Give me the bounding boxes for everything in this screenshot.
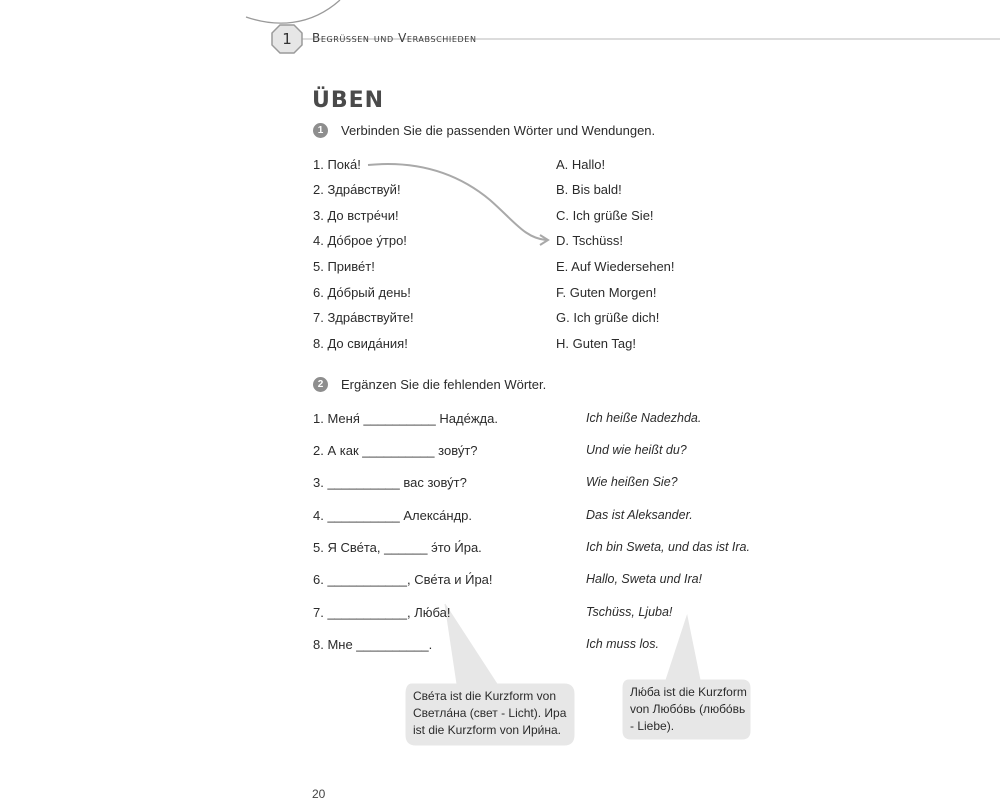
section-title: ÜBEN	[312, 88, 385, 113]
ex2-item-translation: Tschüss, Ljuba!	[586, 605, 673, 619]
ex2-item-text: 1. Меня́ __________ Наде́жда.	[313, 411, 498, 426]
exercise-2-badge: 2	[313, 377, 328, 392]
ex2-item-translation: Ich bin Sweta, und das ist Ira.	[586, 540, 750, 554]
exercise-1-badge: 1	[313, 123, 328, 138]
ex2-item-translation: Und wie heißt du?	[586, 443, 687, 457]
ex1-right-item: A. Hallo!	[556, 157, 606, 172]
match-arrow	[368, 164, 546, 240]
ex2-item-text: 3. __________ вас зову́т?	[313, 475, 467, 490]
ex2-item-text: 7. ___________, Лю́ба!	[313, 605, 451, 620]
ex2-item-text: 2. А как __________ зову́т?	[313, 443, 478, 458]
ex1-left-item: 2. Здра́вствуй!	[313, 182, 401, 197]
exercise-2-instruction: Ergänzen Sie die fehlenden Wörter.	[341, 377, 547, 392]
ex1-right-item: F. Guten Morgen!	[556, 285, 657, 300]
ex2-item-translation: Hallo, Sweta und Ira!	[586, 572, 703, 586]
exercise-1-instruction: Verbinden Sie die passenden Wörter und Wendungen.	[341, 123, 656, 138]
header-curve-decoration	[246, 0, 340, 23]
ex1-right-item: H. Guten Tag!	[556, 336, 636, 351]
ex1-right-item: C. Ich grüße Sie!	[556, 208, 654, 223]
ex1-right-item: G. Ich grüße dich!	[556, 310, 660, 325]
ex1-left-item: 3. До встре́чи!	[313, 208, 399, 223]
ex2-item-translation: Ich muss los.	[586, 637, 659, 651]
ex1-right-item: E. Auf Wiedersehen!	[556, 259, 675, 274]
chapter-number: 1	[282, 30, 292, 48]
note-text-1: Све́та ist die Kurzform von Светла́на (свет - Licht). Ира ist die Kurzform von Ири́на.	[413, 689, 567, 737]
ex2-item-translation: Das ist Aleksander.	[586, 508, 693, 522]
ex1-right-item: B. Bis bald!	[556, 182, 622, 197]
ex2-item-text: 5. Я Све́та, ______ э́то И́ра.	[313, 540, 482, 555]
ex2-item-text: 4. __________ Алекса́ндр.	[313, 508, 473, 523]
chapter-title: Begrüssen und Verabschieden	[312, 31, 477, 45]
ex1-left-item: 7. Здра́вствуйте!	[313, 310, 414, 325]
ex1-left-item: 5. Приве́т!	[313, 259, 375, 274]
ex1-left-item: 8. До свида́ния!	[313, 336, 408, 351]
ex1-left-item: 1. Пока́!	[313, 157, 361, 172]
ex2-item-text: 8. Мне __________.	[313, 637, 433, 652]
ex2-item-text: 6. ___________, Све́та и И́ра!	[313, 572, 493, 587]
ex1-right-item: D. Tschüss!	[556, 233, 623, 248]
ex2-item-translation: Wie heißen Sie?	[586, 475, 678, 489]
note-text-2: Лю́ба ist die Kurzform von Любо́вь (любо́вь - Liebe).	[630, 685, 747, 733]
page-number: 20	[312, 787, 326, 801]
ex1-left-item: 4. До́брое у́тро!	[313, 233, 407, 248]
ex1-left-item: 6. До́брый день!	[313, 285, 411, 300]
ex2-item-translation: Ich heiße Nadezhda.	[586, 411, 702, 425]
